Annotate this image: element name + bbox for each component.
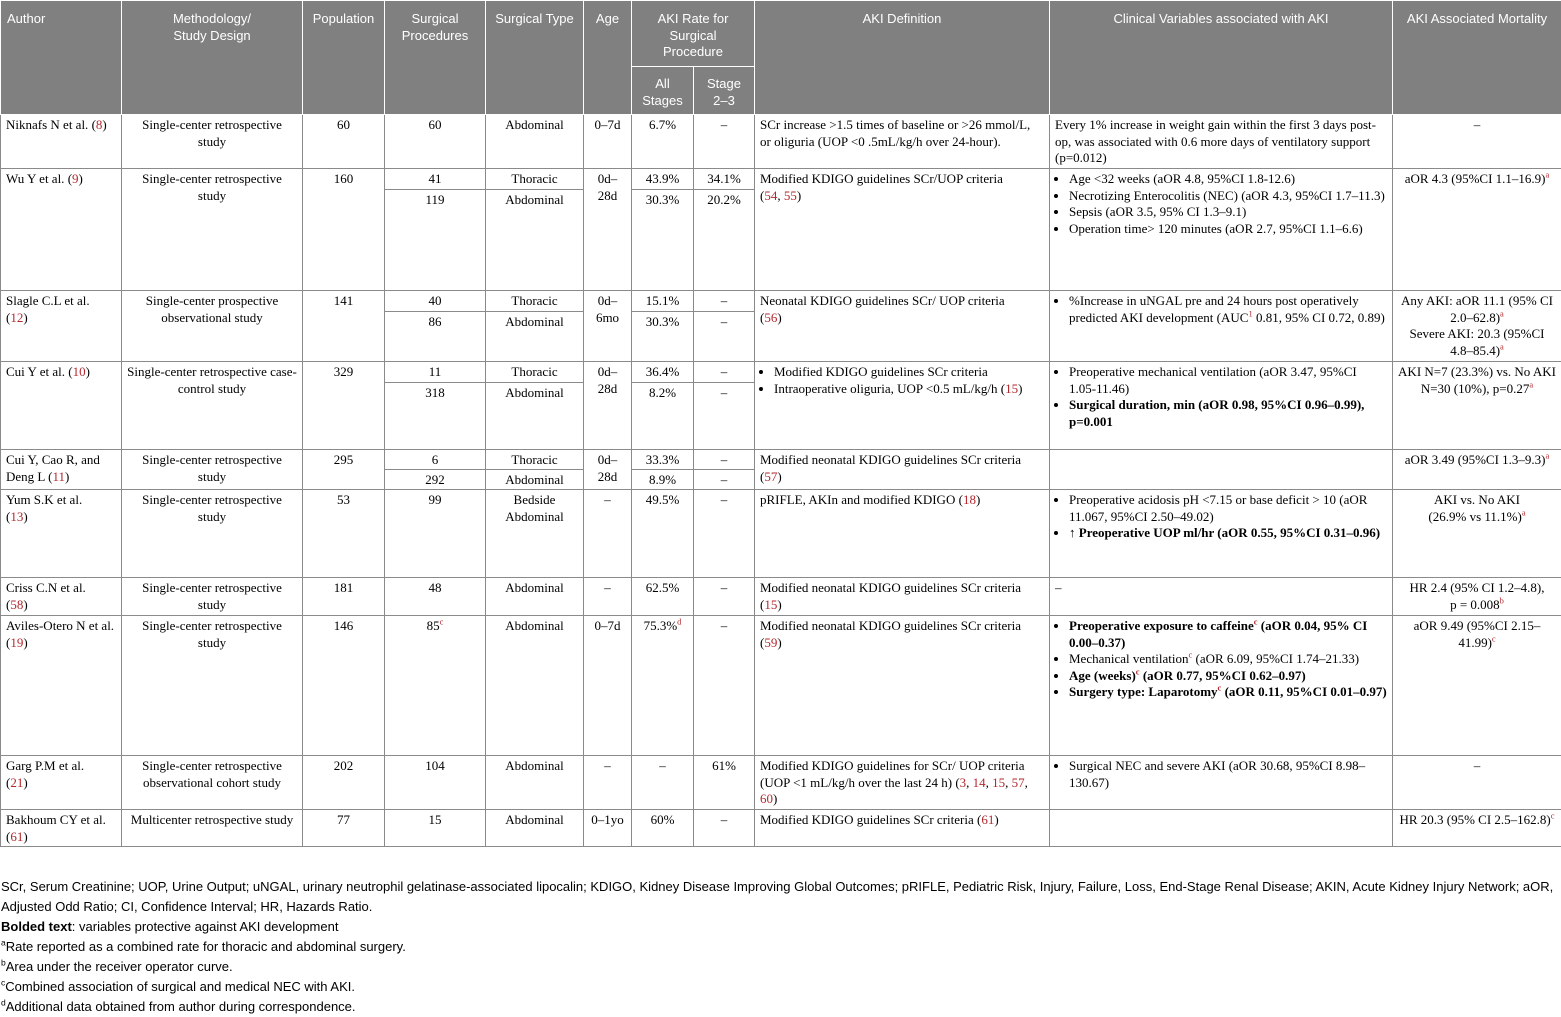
table-row <box>1 115 1561 169</box>
cell-clinical-variables <box>1050 169 1393 291</box>
cell-design: Single-center retrospective study <box>122 490 303 578</box>
reference-link[interactable]: 55 <box>784 188 797 203</box>
footnote-text: Combined association of surgical and medical NEC with AKI. <box>5 979 355 994</box>
cell-procedures: 48 <box>385 578 486 616</box>
cell-mortality <box>1393 490 1561 578</box>
cell-population: 181 <box>303 578 385 616</box>
reference-link[interactable]: 54 <box>764 188 777 203</box>
cell-population: 141 <box>303 291 385 362</box>
reference-link[interactable]: 14 <box>973 775 986 790</box>
cell-surgical-type: Thoracic <box>486 362 584 383</box>
footnote-marker: 1 <box>1248 308 1252 318</box>
mortality-text: p = 0.008 <box>1450 597 1500 612</box>
cell-design: Single-center retrospective case-control study <box>122 362 303 450</box>
footnote-letter: b <box>1 958 6 968</box>
cell-population: 329 <box>303 362 385 450</box>
cell-all-stages: 8.2% <box>632 383 694 450</box>
list-item: • Modified KDIGO guidelines SCr criteria <box>774 364 1044 381</box>
footnote-marker: c <box>1492 633 1496 643</box>
cell-all-stages: 49.5% <box>632 490 694 578</box>
mortality-text: Severe AKI: 20.3 (95%CI 4.8–85.4) <box>1409 326 1544 358</box>
definition-text: Modified neonatal KDIGO guidelines SCr criteria <box>760 580 1021 595</box>
cell-procedures: 6 <box>385 450 486 470</box>
reference-link[interactable]: 15 <box>992 775 1005 790</box>
cell-aki-definition: Neonatal KDIGO guidelines SCr/ UOP criteria (56) <box>755 291 1050 362</box>
cell-population: 202 <box>303 756 385 810</box>
cell-procedures: 318 <box>385 383 486 450</box>
protective-variable <box>1069 684 1387 699</box>
list-item <box>1069 668 1387 685</box>
cell-surgical-type: Abdominal <box>486 810 584 847</box>
header-methodology-label: Methodology/ Study Design <box>173 11 251 43</box>
cell-author: Cui Y, Cao R, and Deng L (11) <box>1 450 122 490</box>
reference-link[interactable]: 60 <box>760 791 773 806</box>
cell-mortality <box>1393 578 1561 616</box>
table-row <box>1 450 1561 470</box>
definition-text: pRIFLE, AKIn and modified KDIGO <box>760 492 955 507</box>
cell-all-stages: 30.3% <box>632 312 694 362</box>
cell-clinical-variables <box>1050 450 1393 490</box>
mortality-text: aOR 4.3 (95%CI 1.1–16.9) <box>1405 171 1546 186</box>
footnote-b <box>0 957 1561 977</box>
footnote-marker: c <box>1218 683 1222 693</box>
cell-stage-2-3: – <box>694 616 755 756</box>
table-row <box>1 810 1561 847</box>
cell-stage-2-3: – <box>694 578 755 616</box>
cell-stage-2-3: – <box>694 362 755 383</box>
variables-list <box>1055 364 1387 430</box>
header-population: Population <box>303 1 385 115</box>
definition-text: Neonatal KDIGO guidelines SCr/ UOP criteria <box>760 293 1005 308</box>
header-surgical-procedures-label: Surgical Procedures <box>402 11 468 43</box>
footnote-d <box>0 997 1561 1017</box>
cell-design: Single-center retrospective study <box>122 169 303 291</box>
reference-link[interactable]: 57 <box>764 469 777 484</box>
cell-clinical-variables <box>1050 810 1393 847</box>
reference-link[interactable]: 15 <box>1005 381 1018 396</box>
variables-list <box>1055 171 1387 237</box>
cell-mortality <box>1393 810 1561 847</box>
table-row <box>1 169 1561 190</box>
variable-text: Surgery type: Laparotomy <box>1069 684 1218 699</box>
reference-link[interactable]: 3 <box>960 775 967 790</box>
cell-procedures: 292 <box>385 470 486 490</box>
footnote-bolded <box>0 917 1561 937</box>
table-row <box>1 291 1561 312</box>
author-name: Niknafs N et al. <box>6 117 88 132</box>
list-item: • Sepsis (aOR 3.5, 95% CI 1.3–9.1) <box>1069 204 1387 221</box>
reference-link[interactable]: 61 <box>10 829 23 844</box>
cell-mortality <box>1393 450 1561 490</box>
cell-age: 0–7d <box>584 616 632 756</box>
footnote-abbreviations: SCr, Serum Creatinine; UOP, Urine Output; uNGAL, urinary neutrophil gelatinase-associated lipocalin; KDIGO, Kidney Disease Improving Global Outcomes; pRIFLE, Pediatric Risk, Injury, Failure, Loss, End-Stage Renal Disease; AKIN, Acute Kidney Injury Network; aOR, Adjusted Odd Ratio; CI, Confidence Interval; HR, Hazards Ratio. <box>0 877 1561 917</box>
cell-age: – <box>584 578 632 616</box>
cell-surgical-type: Abdominal <box>486 312 584 362</box>
table-row <box>1 616 1561 756</box>
mortality-text: HR 2.4 (95% CI 1.2–4.8), <box>1409 580 1544 595</box>
cell-mortality <box>1393 169 1561 291</box>
cell-all-stages: – <box>632 756 694 810</box>
table-row <box>1 490 1561 578</box>
cell-design: Single-center retrospective observational cohort study <box>122 756 303 810</box>
header-stage-2-3-label: Stage 2–3 <box>707 76 741 108</box>
header-surgical-procedures <box>385 1 486 115</box>
procedures-value: 85 <box>427 618 440 633</box>
list-item <box>1069 525 1387 542</box>
list-item: • Surgical NEC and severe AKI (aOR 30.68, 95%CI 8.98–130.67) <box>1069 758 1387 791</box>
definition-text: Modified KDIGO guidelines for SCr/ UOP criteria (UOP <1 mL/kg/h over the last 24 h) <box>760 758 1025 790</box>
footnote-letter: d <box>1 998 6 1008</box>
variable-text: (aOR 0.04, 95% CI 0.00–0.37) <box>1069 618 1367 650</box>
cell-stage-2-3: – <box>694 450 755 470</box>
cell-population: 146 <box>303 616 385 756</box>
cell-clinical-variables <box>1050 756 1393 810</box>
cell-population: 60 <box>303 115 385 169</box>
footnote-c <box>0 977 1561 997</box>
footnote-marker: a <box>1546 170 1550 180</box>
footnote-marker: c <box>1551 811 1555 821</box>
cell-author: Criss C.N et al. (58) <box>1 578 122 616</box>
cell-stage-2-3: – <box>694 312 755 362</box>
reference-link[interactable]: 21 <box>10 775 23 790</box>
variable-text: %Increase in uNGAL pre and 24 hours post operatively predicted AKI development (AUC <box>1069 293 1359 325</box>
cell-all-stages: 8.9% <box>632 470 694 490</box>
cell-all-stages: 33.3% <box>632 450 694 470</box>
footnote-marker: b <box>1500 595 1504 605</box>
list-item: • Preoperative acidosis pH <7.15 or base deficit > 10 (aOR 11.067, 95%CI 2.50–49.02) <box>1069 492 1387 525</box>
definition-text: Modified neonatal KDIGO guidelines SCr criteria <box>760 452 1021 467</box>
cell-mortality: – <box>1393 115 1561 169</box>
list-item <box>1069 651 1387 668</box>
cell-all-stages: 43.9% <box>632 169 694 190</box>
footnote-text: Additional data obtained from author during correspondence. <box>6 999 356 1014</box>
cell-author: Yum S.K et al. (13) <box>1 490 122 578</box>
author-name: Cui Y et al. <box>6 364 65 379</box>
cell-clinical-variables <box>1050 490 1393 578</box>
cell-surgical-type: Thoracic <box>486 291 584 312</box>
cell-stage-2-3: – <box>694 470 755 490</box>
cell-mortality <box>1393 291 1561 362</box>
protective-variable: Surgical duration, min (aOR 0.98, 95%CI 0.96–0.99), p=0.001 <box>1069 397 1364 429</box>
header-stage-2-3 <box>694 67 755 115</box>
footnote-marker: d <box>677 617 681 627</box>
author-name: Yum S.K et al. <box>6 492 82 507</box>
cell-stage-2-3: 34.1% <box>694 169 755 190</box>
header-aki-rate <box>632 1 755 67</box>
rate-value: 75.3% <box>644 618 678 633</box>
cell-stage-2-3: – <box>694 810 755 847</box>
cell-aki-definition <box>755 362 1050 450</box>
reference-link[interactable]: 19 <box>10 635 23 650</box>
variables-list <box>1055 293 1387 326</box>
cell-all-stages: 6.7% <box>632 115 694 169</box>
cell-mortality <box>1393 362 1561 450</box>
cell-population: 77 <box>303 810 385 847</box>
variable-text: (aOR 0.11, 95%CI 0.01–0.97) <box>1221 684 1386 699</box>
cell-author: Aviles-Otero N et al. (19) <box>1 616 122 756</box>
reference-link[interactable]: 13 <box>10 509 23 524</box>
bolded-description: : variables protective against AKI development <box>72 919 339 934</box>
variable-text: (aOR 6.09, 95%CI 1.74–21.33) <box>1192 651 1359 666</box>
author-name: Aviles-Otero N et al. <box>6 618 114 633</box>
list-item <box>1069 684 1387 701</box>
cell-stage-2-3: – <box>694 383 755 450</box>
author-name: Bakhoum CY et al. <box>6 812 106 827</box>
cell-aki-definition: Modified KDIGO guidelines SCr criteria (61) <box>755 810 1050 847</box>
variable-text: Preoperative exposure to caffeine <box>1069 618 1254 633</box>
footnote-marker: c <box>1188 650 1192 660</box>
cell-age: 0d–28d <box>584 450 632 490</box>
list-item <box>1069 397 1387 430</box>
cell-stage-2-3: 61% <box>694 756 755 810</box>
definition-text: Modified neonatal KDIGO guidelines SCr criteria <box>760 618 1021 633</box>
cell-age: – <box>584 490 632 578</box>
list-item: • Intraoperative oliguria, UOP <0.5 mL/kg/h (15) <box>774 381 1044 398</box>
list-item: • Operation time> 120 minutes (aOR 2.7, 95%CI 1.1–6.6) <box>1069 221 1387 238</box>
header-all-stages-label: All Stages <box>642 76 682 108</box>
cell-surgical-type: Abdominal <box>486 616 584 756</box>
cell-population: 53 <box>303 490 385 578</box>
footnote-marker: a <box>1522 507 1526 517</box>
cell-age: 0d–28d <box>584 169 632 291</box>
mortality-text: HR 20.3 (95% CI 2.5–162.8) <box>1399 812 1550 827</box>
cell-design: Single-center retrospective study <box>122 115 303 169</box>
header-clinical-variables: Clinical Variables associated with AKI <box>1050 1 1393 115</box>
cell-stage-2-3: – <box>694 490 755 578</box>
author-name: Garg P.M et al. <box>6 758 84 773</box>
author-name: Criss C.N et al. <box>6 580 86 595</box>
cell-clinical-variables: – <box>1050 578 1393 616</box>
cell-surgical-type: Thoracic <box>486 169 584 190</box>
definition-list <box>760 364 1044 397</box>
cell-aki-definition: Modified neonatal KDIGO guidelines SCr criteria (15) <box>755 578 1050 616</box>
footnote-letter: c <box>1 978 5 988</box>
cell-procedures: 11 <box>385 362 486 383</box>
author-name: Cui Y, Cao R, and Deng L <box>6 452 100 484</box>
footnote-marker: c <box>1254 617 1258 627</box>
reference-link[interactable]: 12 <box>10 310 23 325</box>
header-mortality: AKI Associated Mortality <box>1393 1 1561 115</box>
table-footnotes <box>0 877 1561 1017</box>
table-row <box>1 756 1561 810</box>
header-aki-definition: AKI Definition <box>755 1 1050 115</box>
variable-text: (aOR 0.77, 95%CI 0.62–0.97) <box>1140 668 1306 683</box>
cell-procedures: 99 <box>385 490 486 578</box>
list-item <box>1069 618 1387 651</box>
cell-author: Garg P.M et al. (21) <box>1 756 122 810</box>
cell-age: 0d–6mo <box>584 291 632 362</box>
mortality-text: AKI vs. No AKI <box>1434 492 1520 507</box>
variables-list <box>1055 492 1387 542</box>
cell-mortality <box>1393 616 1561 756</box>
cell-procedures: 60 <box>385 115 486 169</box>
cell-procedures: 15 <box>385 810 486 847</box>
cell-age: 0d–28d <box>584 362 632 450</box>
cell-author: Niknafs N et al. (8) <box>1 115 122 169</box>
cell-all-stages <box>632 616 694 756</box>
reference-link[interactable]: 15 <box>764 597 777 612</box>
reference-link[interactable]: 9 <box>72 171 79 186</box>
cell-design: Multicenter retrospective study <box>122 810 303 847</box>
definition-text: Intraoperative oliguria, UOP <0.5 mL/kg/h <box>774 381 997 396</box>
list-item <box>1069 293 1387 326</box>
header-all-stages <box>632 67 694 115</box>
mortality-text: Any AKI: aOR 11.1 (95% CI 2.0–62.8) <box>1401 293 1553 325</box>
cell-author: Cui Y et al. (10) <box>1 362 122 450</box>
definition-text: Modified KDIGO guidelines SCr/UOP criteria <box>760 171 1003 186</box>
footnote-marker: a <box>1500 308 1504 318</box>
variables-list <box>1055 618 1387 701</box>
header-surgical-type: Surgical Type <box>486 1 584 115</box>
cell-clinical-variables <box>1050 616 1393 756</box>
cell-mortality: – <box>1393 756 1561 810</box>
list-item: • Necrotizing Enterocolitis (NEC) (aOR 4.3, 95%CI 1.7–11.3) <box>1069 188 1387 205</box>
footnote-a <box>0 937 1561 957</box>
header-age: Age <box>584 1 632 115</box>
footnote-letter: a <box>1 938 6 948</box>
mortality-text: AKI N=7 (23.3%) vs. No AKI N=30 (10%), p=0.27 <box>1398 364 1556 396</box>
footnote-marker: c <box>440 617 444 627</box>
footnote-marker: a <box>1546 451 1550 461</box>
cell-surgical-type: Abdominal <box>486 115 584 169</box>
footnote-marker: a <box>1529 379 1533 389</box>
footnote-text: Area under the receiver operator curve. <box>6 959 233 974</box>
list-item: • Age <32 weeks (aOR 4.8, 95%CI 1.8-12.6) <box>1069 171 1387 188</box>
header-methodology <box>122 1 303 115</box>
cell-surgical-type: Abdominal <box>486 470 584 490</box>
cell-surgical-type: Abdominal <box>486 190 584 291</box>
cell-design: Single-center prospective observational study <box>122 291 303 362</box>
cell-procedures: 119 <box>385 190 486 291</box>
definition-text: Modified KDIGO guidelines SCr criteria <box>760 812 974 827</box>
reference-link[interactable]: 10 <box>73 364 86 379</box>
cell-author: Slagle C.L et al. (12) <box>1 291 122 362</box>
cell-author: Bakhoum CY et al. (61) <box>1 810 122 847</box>
reference-link[interactable]: 18 <box>963 492 976 507</box>
cell-procedures: 104 <box>385 756 486 810</box>
reference-link[interactable]: 59 <box>764 635 777 650</box>
author-name: Slagle C.L et al. <box>6 293 90 308</box>
variable-text: Age (weeks) <box>1069 668 1136 683</box>
cell-surgical-type: Abdominal <box>486 578 584 616</box>
cell-procedures: 40 <box>385 291 486 312</box>
footnote-text: Rate reported as a combined rate for thoracic and abdominal surgery. <box>6 939 406 954</box>
cell-clinical-variables <box>1050 291 1393 362</box>
cell-all-stages: 15.1% <box>632 291 694 312</box>
cell-aki-definition: Modified KDIGO guidelines for SCr/ UOP criteria (UOP <1 mL/kg/h over the last 24 h) (3, 14, 15, 57, 60) <box>755 756 1050 810</box>
mortality-text: (26.9% vs 11.1%) <box>1428 509 1521 524</box>
cell-procedures: 41 <box>385 169 486 190</box>
variable-text: 0.81, 95% CI 0.72, 0.89) <box>1253 310 1385 325</box>
author-name: Wu Y et al. <box>6 171 64 186</box>
cell-aki-definition: SCr increase >1.5 times of baseline or >26 mmol/L, or oliguria (UOP <0 .5mL/kg/h over 24-hour). <box>755 115 1050 169</box>
protective-variable <box>1069 668 1306 683</box>
table-body <box>1 115 1561 847</box>
table-row <box>1 578 1561 616</box>
cell-author: Wu Y et al. (9) <box>1 169 122 291</box>
header-aki-rate-label: AKI Rate for Surgical Procedure <box>658 11 729 59</box>
cell-all-stages: 30.3% <box>632 190 694 291</box>
header-author: Author <box>1 1 122 115</box>
cell-clinical-variables: Every 1% increase in weight gain within the first 3 days post-op, was associated with 0.6 more days of ventilatory support (p=0.012) <box>1050 115 1393 169</box>
cell-population: 160 <box>303 169 385 291</box>
cell-procedures <box>385 616 486 756</box>
variables-list <box>1055 758 1387 791</box>
footnote-marker: c <box>1136 666 1140 676</box>
variable-text: Mechanical ventilation <box>1069 651 1188 666</box>
cell-stage-2-3: – <box>694 291 755 312</box>
cell-all-stages: 60% <box>632 810 694 847</box>
cell-age: 0–7d <box>584 115 632 169</box>
cell-aki-definition: Modified KDIGO guidelines SCr/UOP criteria (54, 55) <box>755 169 1050 291</box>
mortality-text: aOR 9.49 (95%CI 2.15–41.99) <box>1414 618 1541 650</box>
protective-variable <box>1069 618 1367 650</box>
bolded-label: Bolded text <box>1 919 72 934</box>
cell-aki-definition: Modified neonatal KDIGO guidelines SCr criteria (57) <box>755 450 1050 490</box>
footnote-marker: a <box>1500 341 1504 351</box>
cell-surgical-type: Abdominal <box>486 383 584 450</box>
protective-variable: ↑ Preoperative UOP ml/hr (aOR 0.55, 95%CI 0.31–0.96) <box>1069 525 1380 540</box>
mortality-text: aOR 3.49 (95%CI 1.3–9.3) <box>1405 452 1546 467</box>
cell-aki-definition: pRIFLE, AKIn and modified KDIGO (18) <box>755 490 1050 578</box>
table-row <box>1 362 1561 383</box>
reference-link[interactable]: 56 <box>764 310 777 325</box>
cell-age: – <box>584 756 632 810</box>
reference-link[interactable]: 11 <box>52 469 65 484</box>
cell-stage-2-3: – <box>694 115 755 169</box>
cell-design: Single-center retrospective study <box>122 616 303 756</box>
cell-design: Single-center retrospective study <box>122 450 303 490</box>
cell-procedures: 86 <box>385 312 486 362</box>
cell-surgical-type: Abdominal <box>486 756 584 810</box>
reference-link[interactable]: 61 <box>981 812 994 827</box>
cell-surgical-type: Bedside Abdominal <box>486 490 584 578</box>
cell-all-stages: 36.4% <box>632 362 694 383</box>
table-header <box>1 1 1561 115</box>
cell-surgical-type: Thoracic <box>486 450 584 470</box>
reference-link[interactable]: 8 <box>96 117 103 132</box>
cell-age: 0–1yo <box>584 810 632 847</box>
cell-all-stages: 62.5% <box>632 578 694 616</box>
reference-link[interactable]: 57 <box>1012 775 1025 790</box>
cell-aki-definition: Modified neonatal KDIGO guidelines SCr criteria (59) <box>755 616 1050 756</box>
reference-link[interactable]: 58 <box>10 597 23 612</box>
cell-stage-2-3: 20.2% <box>694 190 755 291</box>
cell-clinical-variables <box>1050 362 1393 450</box>
cell-design: Single-center retrospective study <box>122 578 303 616</box>
list-item: • Preoperative mechanical ventilation (aOR 3.47, 95%CI 1.05-11.46) <box>1069 364 1387 397</box>
cell-population: 295 <box>303 450 385 490</box>
